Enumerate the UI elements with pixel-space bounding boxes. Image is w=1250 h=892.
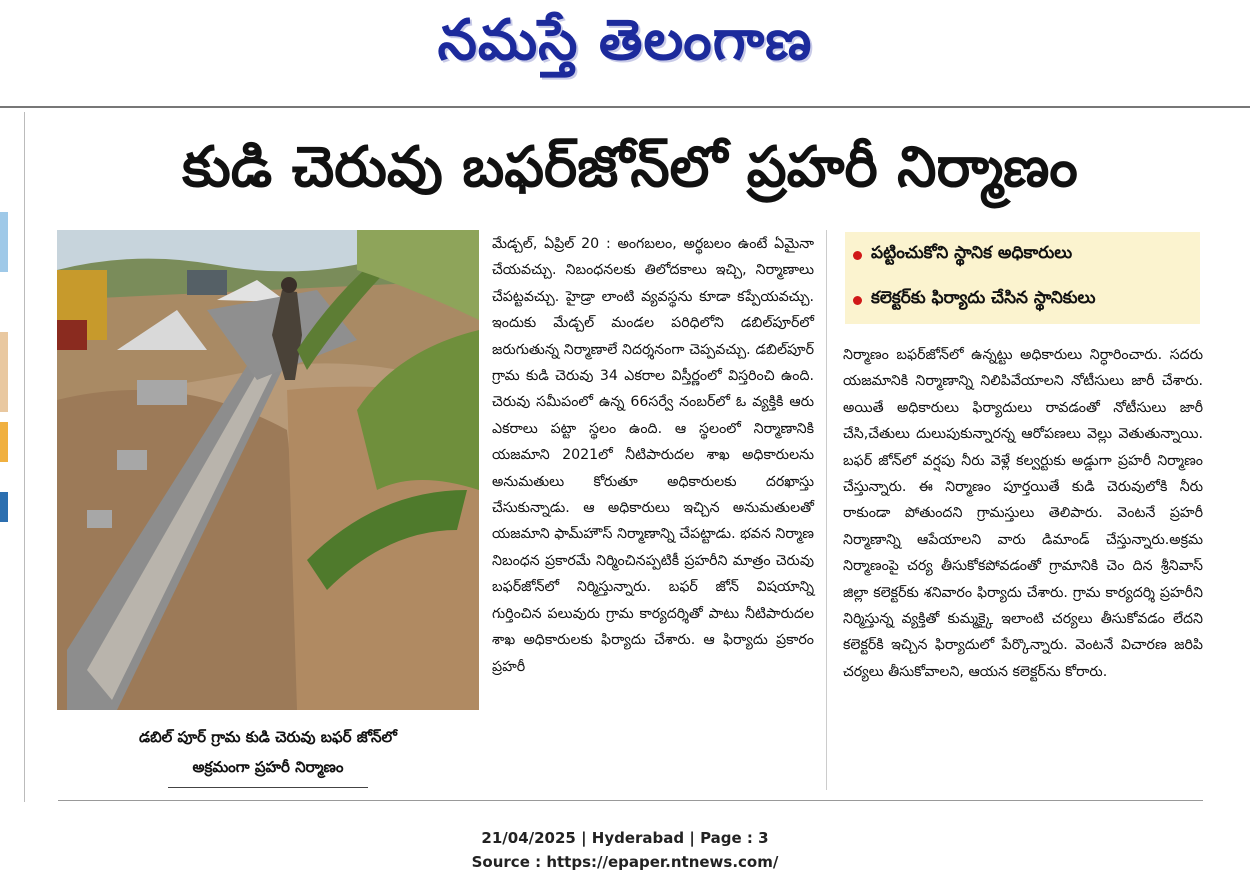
bullet-icon	[853, 251, 862, 260]
article-body-column-2	[843, 342, 1203, 685]
photo-caption	[58, 722, 478, 782]
bullet-icon	[853, 296, 862, 305]
body-paragraph: మేడ్చల్, ఏప్రిల్ 20 : అంగబలం, అర్థబలం ఉంటే ఏమైనా చేయవచ్చు. నిబంధనలకు తిలోదకాలు ఇచ్చి, నిర్మాణాలు చేపట్టవచ్చు. హైడ్రా లాంటి వ్యవస్థను కూడా కప్పేయవచ్చు. ఇందుకు మేడ్చల్ మండల పరిధిలోని డబిల్‌పూర్‌లో జరుగుతున్న నిర్మాణాలే నిదర్శనంగా చెప్పవచ్చు. డబిల్‌పూర్ గ్రామ కుడి చెరువు 34 ఎకరాల విస్తీర్ణంలో విస్తరించి ఉంది. చెరువు సమీపంలో ఉన్న 66సర్వే నంబర్‌లో ఓ వ్యక్తికి ఆరు ఎకరాలు పట్టా స్థలం ఉంది. ఆ స్థలంలో నిర్మాణానికి యజమాని 2021లో నీటిపారుదల శాఖ అధికారులను అనుమతులు కోరుతూ అధికారులకు దరఖాస్తు చేసుకున్నాడు. ఆ అధికారులు ఇచ్చిన అనుమతులతో యజమాని ఫామ్‌హౌస్ నిర్మాణాన్ని చేపట్టాడు. భవన నిర్మాణ నిబంధన ప్రకారమే నిర్మించినప్పటికీ ప్రహరీని మాత్రం చెరువు బఫర్‌జోన్‌లో నిర్మిస్తున్నారు. బఫర్ జోన్ విషయాన్ని గుర్తించిన పలువురు గ్రామ కార్యదర్శితో పాటు నీటిపారుదల శాఖ అధికారులకు ఫిర్యాదు చేశారు. ఆ ఫిర్యాదు ప్రకారం ప్రహరీ	[492, 236, 814, 675]
highlights-box	[845, 232, 1200, 324]
caption-line-1: డబిల్ పూర్ గ్రామ కుడి చెరువు బఫర్ జోన్‌లో	[139, 728, 397, 746]
article-headline: కుడి చెరువు బఫర్‌జోన్‌లో ప్రహరీ నిర్మాణం	[182, 135, 1078, 200]
footer-source: Source : https://epaper.ntnews.com/	[471, 853, 779, 871]
highlight-item	[853, 235, 1072, 275]
masthead-divider	[0, 106, 1250, 108]
masthead	[0, 0, 1250, 105]
caption-line-2: అక్రమంగా ప్రహరీ నిర్మాణం	[192, 758, 344, 776]
article-body-column-1	[492, 231, 814, 680]
newspaper-logo: నమస్తే తెలంగాణ	[437, 8, 813, 73]
caption-underline	[168, 787, 368, 788]
page-bottom-rule	[58, 800, 1203, 801]
adjacent-page-strip	[0, 112, 8, 802]
footer-date-city-page: 21/04/2025 | Hyderabad | Page : 3	[481, 829, 769, 847]
column-gutter-line	[24, 112, 25, 802]
page-footer	[0, 826, 1250, 874]
article-photo	[57, 230, 479, 710]
highlight-text: పట్టించుకోని స్థానిక అధికారులు	[871, 243, 1073, 263]
highlight-item	[853, 280, 1096, 320]
body-paragraph: నిర్మాణం బఫర్‌జోన్‌లో ఉన్నట్టు అధికారులు నిర్ధారించారు. సదరు యజమానికి నిర్మాణాన్ని నిలిపివేయాలని నోటీసులు జారీ చేశారు. అయితే అధికారులు ఫిర్యాదులు రావడంతో నోటీసులు జారీ చేసి,చేతులు దులుపుకున్నారన్న ఆరోపణలు వెల్లు వెతుతున్నాయి. బఫర్ జోన్‌లో వర్షపు నీరు వెళ్లే కల్వర్టుకు అడ్డుగా ప్రహరీ నిర్మాణం చేస్తున్నారు. ఈ నిర్మాణం పూర్తయితే కుడి చెరువులోకి నీరు రాకుండా పోతుందని గ్రామస్తులు తెలిపారు. వెంటనే ప్రహరీ నిర్మాణాన్ని ఆపేయాలని వారు డిమాండ్ చేస్తున్నారు.అక్రమ నిర్మాణంపై చర్య తీసుకోకపోవడంతో గ్రామానికి చెం దిన శ్రీనివాస్ జిల్లా కలెక్టర్‌కు శనివారం ఫిర్యాదు చేశారు. గ్రామ కార్యదర్శి ప్రహరీని నిర్మిస్తున్న వ్యక్తితో కుమ్మక్కై ఇలాంటి చర్యలు తీసుకోవడం లేదని కలెక్టర్‌కి ఇచ్చిన ఫిర్యాదులో పేర్కొన్నారు. వెంటనే విచారణ జరిపి చర్యలు తీసుకోవాలని, ఆయన కలెక్టర్‌ను కోరారు.	[843, 347, 1203, 680]
column-divider	[826, 230, 827, 790]
highlight-text: కలెక్టర్‌కు ఫిర్యాదు చేసిన స్థానికులు	[871, 288, 1096, 308]
